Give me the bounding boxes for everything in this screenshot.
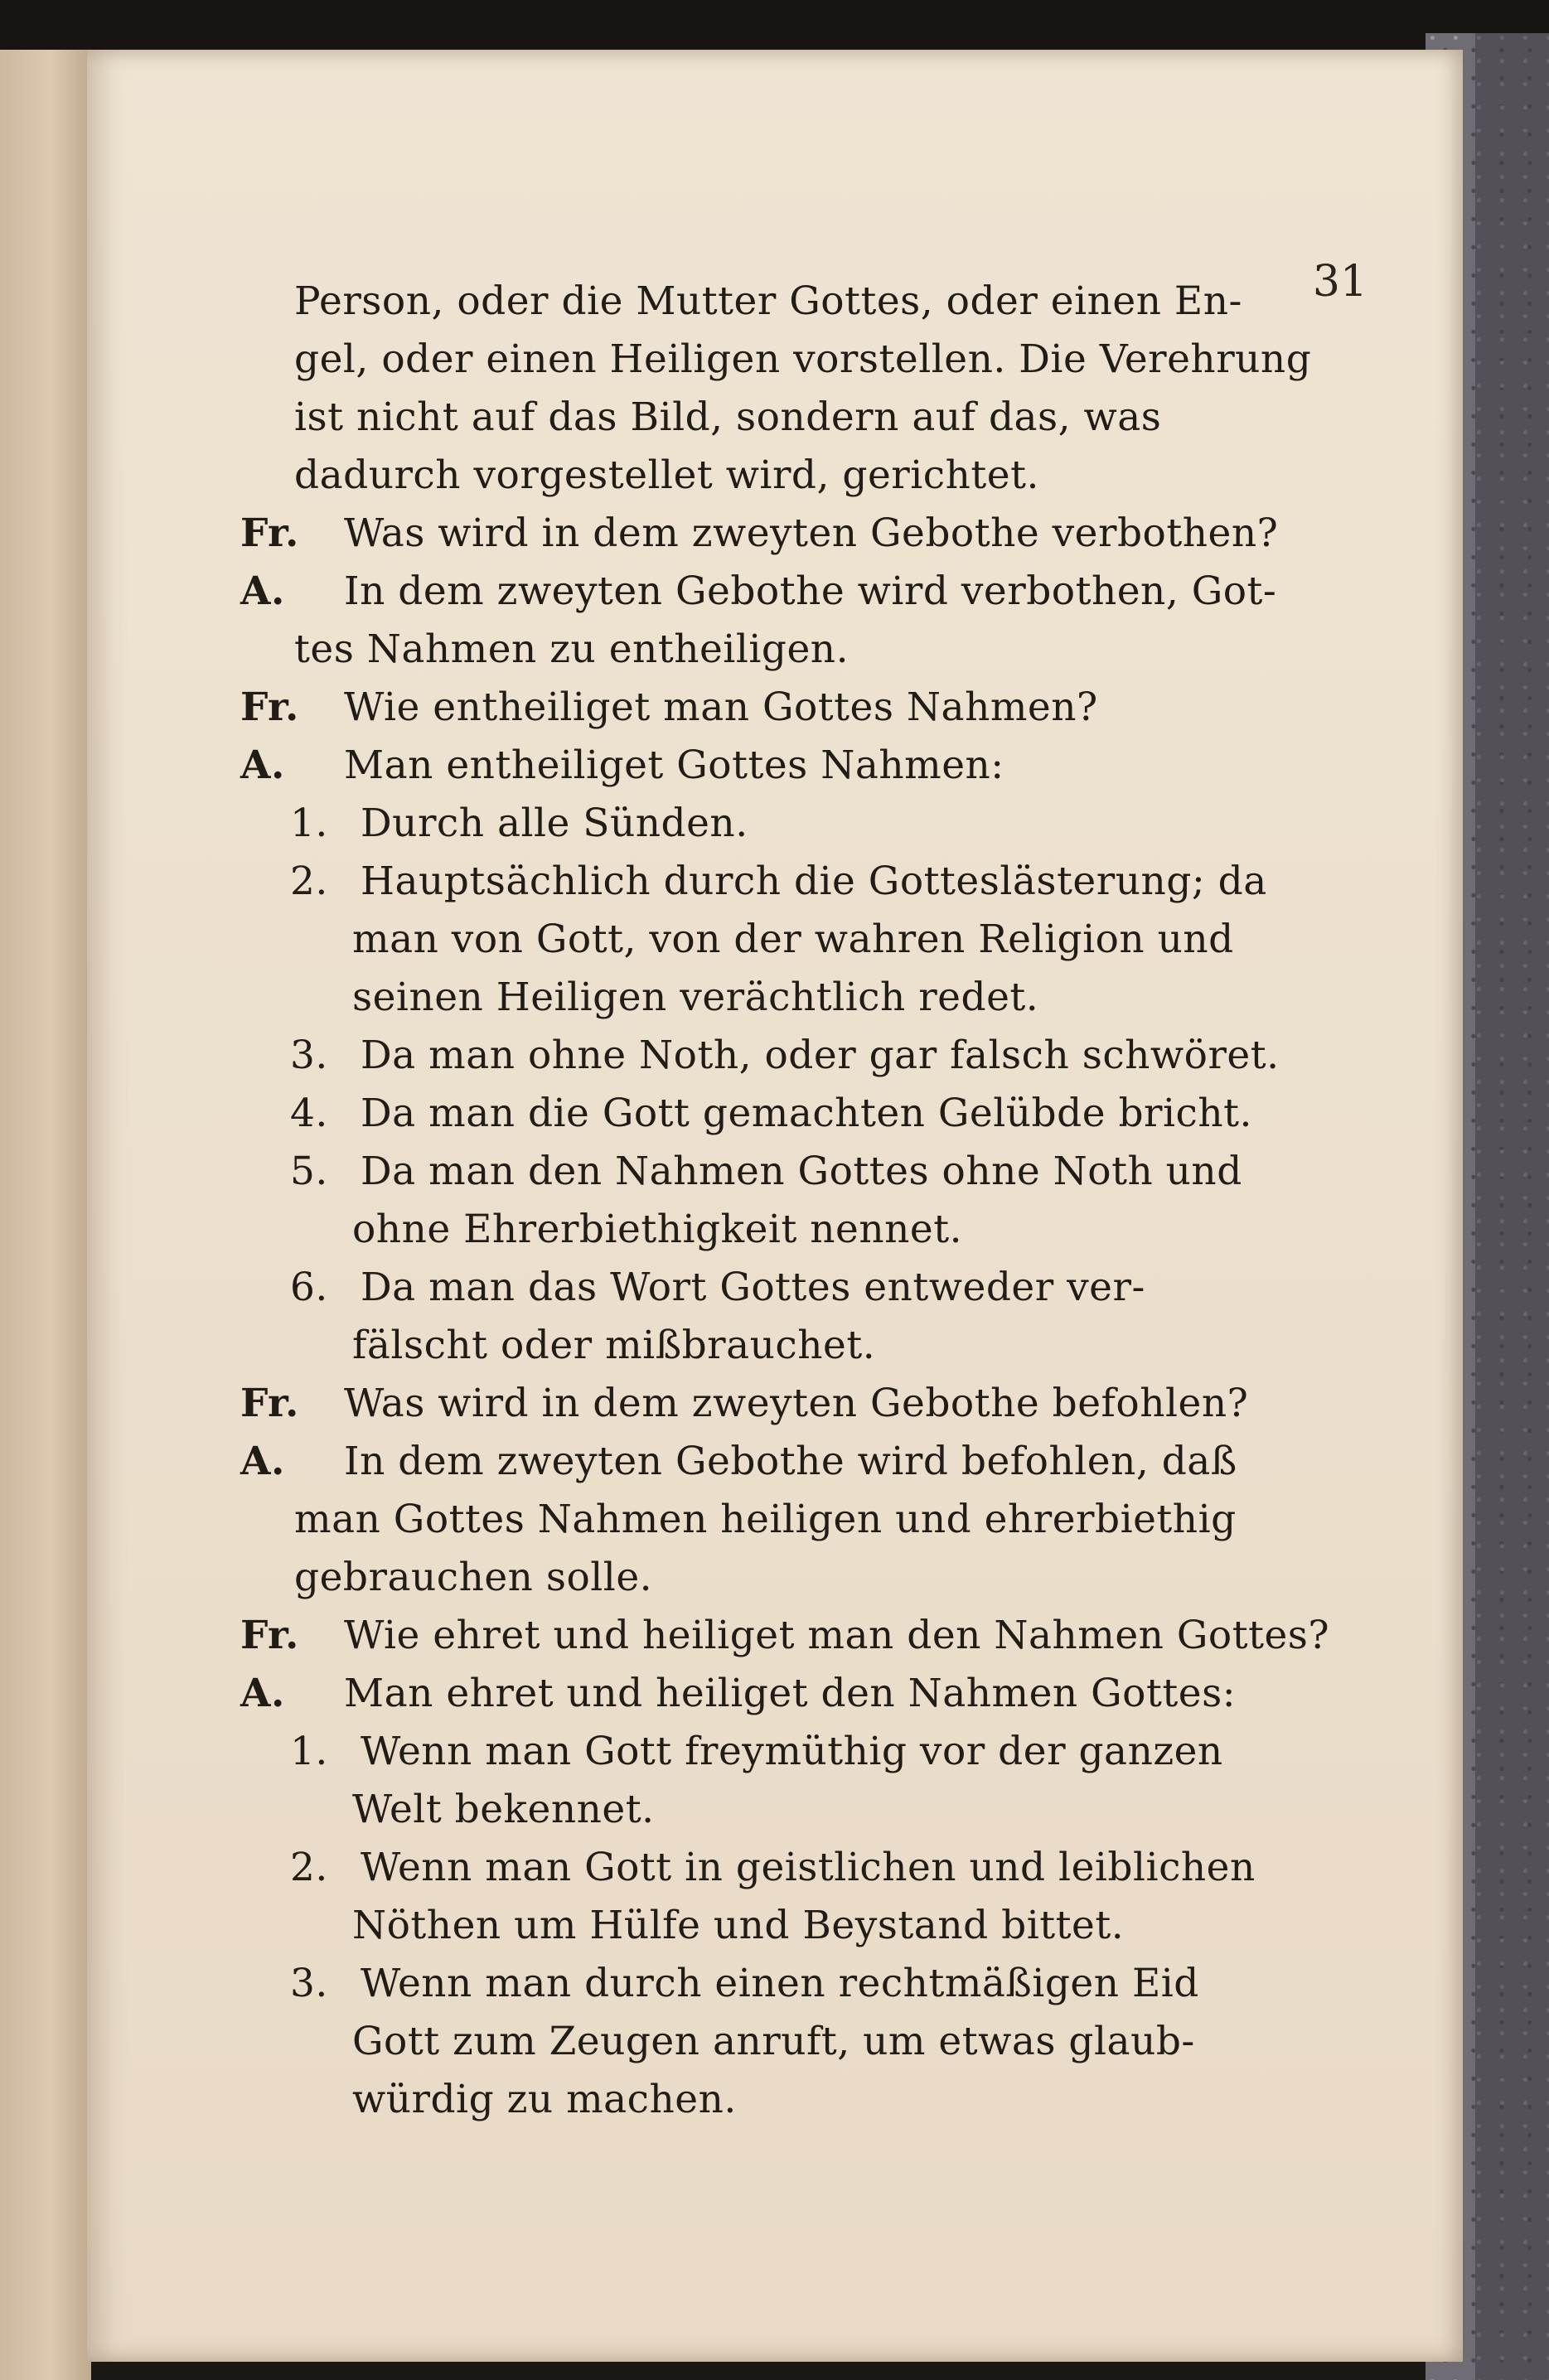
answer-text: gebrauchen solle. — [294, 1555, 653, 1600]
list-number: 6. — [290, 1265, 328, 1310]
list-item-text: man von Gott, von der wahren Religion und — [352, 917, 1234, 962]
list-number: 4. — [290, 1091, 328, 1136]
list-number: 3. — [290, 1033, 328, 1078]
list-number: 1. — [290, 801, 328, 846]
answer-text: In dem zweyten Gebothe wird befohlen, daß — [344, 1439, 1237, 1484]
list-item-text: Da man den Nahmen Gottes ohne Noth und — [361, 1149, 1242, 1194]
list-number: 5. — [290, 1149, 328, 1194]
list-number: 2. — [290, 1845, 328, 1890]
question-label: Fr. — [240, 1613, 299, 1658]
text-line: Person, oder die Mutter Gottes, oder einen En- — [294, 278, 1242, 324]
answer-label: A. — [240, 743, 285, 788]
book-cover-shadow — [1475, 33, 1549, 2380]
list-number: 2. — [290, 859, 328, 904]
list-item-text: Wenn man Gott freymüthig vor der ganzen — [361, 1729, 1223, 1774]
list-item-text: Hauptsächlich durch die Gotteslästerung; da — [361, 859, 1267, 904]
list-item-text: Durch alle Sünden. — [361, 801, 748, 846]
answer-label: A. — [240, 1439, 285, 1484]
list-number: 1. — [290, 1729, 328, 1774]
list-item-text: ohne Ehrerbiethigkeit nennet. — [352, 1207, 963, 1252]
text-line: dadurch vorgestellet wird, gerichtet. — [294, 452, 1039, 498]
list-item-text: würdig zu machen. — [352, 2077, 737, 2122]
list-item-text: Nöthen um Hülfe und Beystand bittet. — [352, 1903, 1125, 1948]
answer-label: A. — [240, 568, 285, 614]
question-text: Wie ehret und heiliget man den Nahmen Gottes? — [344, 1613, 1330, 1658]
text-line: gel, oder einen Heiligen vorstellen. Die Verehrung — [294, 336, 1312, 382]
question-text: Wie entheiliget man Gottes Nahmen? — [344, 684, 1098, 730]
answer-text: Man ehret und heiliget den Nahmen Gottes: — [344, 1671, 1237, 1716]
question-label: Fr. — [240, 1381, 299, 1426]
question-text: Was wird in dem zweyten Gebothe befohlen? — [344, 1381, 1249, 1426]
question-label: Fr. — [240, 684, 299, 730]
page-number: 31 — [1312, 257, 1367, 307]
answer-text: tes Nahmen zu entheiligen. — [294, 626, 850, 672]
question-text: Was wird in dem zweyten Gebothe verbothen? — [344, 510, 1279, 556]
list-item-text: Wenn man durch einen rechtmäßigen Eid — [361, 1961, 1199, 2006]
list-item-text: seinen Heiligen verächtlich redet. — [352, 975, 1039, 1020]
list-item-text: Da man die Gott gemachten Gelübde bricht. — [361, 1091, 1252, 1136]
list-number: 3. — [290, 1961, 328, 2006]
answer-text: Man entheiliget Gottes Nahmen: — [344, 743, 1004, 788]
page-text — [87, 50, 1463, 2362]
list-item-text: fälscht oder mißbrauchet. — [352, 1323, 876, 1368]
left-page-edge — [0, 50, 91, 2380]
answer-label: A. — [240, 1671, 285, 1716]
book-page — [87, 50, 1463, 2362]
question-label: Fr. — [240, 510, 299, 556]
list-item-text: Da man ohne Noth, oder gar falsch schwöret. — [361, 1033, 1280, 1078]
list-item-text: Da man das Wort Gottes entweder ver- — [361, 1265, 1145, 1310]
list-item-text: Wenn man Gott in geistlichen und leiblichen — [361, 1845, 1256, 1890]
answer-text: man Gottes Nahmen heiligen und ehrerbiethig — [294, 1497, 1237, 1542]
list-item-text: Welt bekennet. — [352, 1787, 655, 1832]
answer-text: In dem zweyten Gebothe wird verbothen, Got- — [344, 568, 1277, 614]
list-item-text: Gott zum Zeugen anruft, um etwas glaub- — [352, 2019, 1195, 2064]
text-line: ist nicht auf das Bild, sondern auf das, was — [294, 394, 1162, 440]
